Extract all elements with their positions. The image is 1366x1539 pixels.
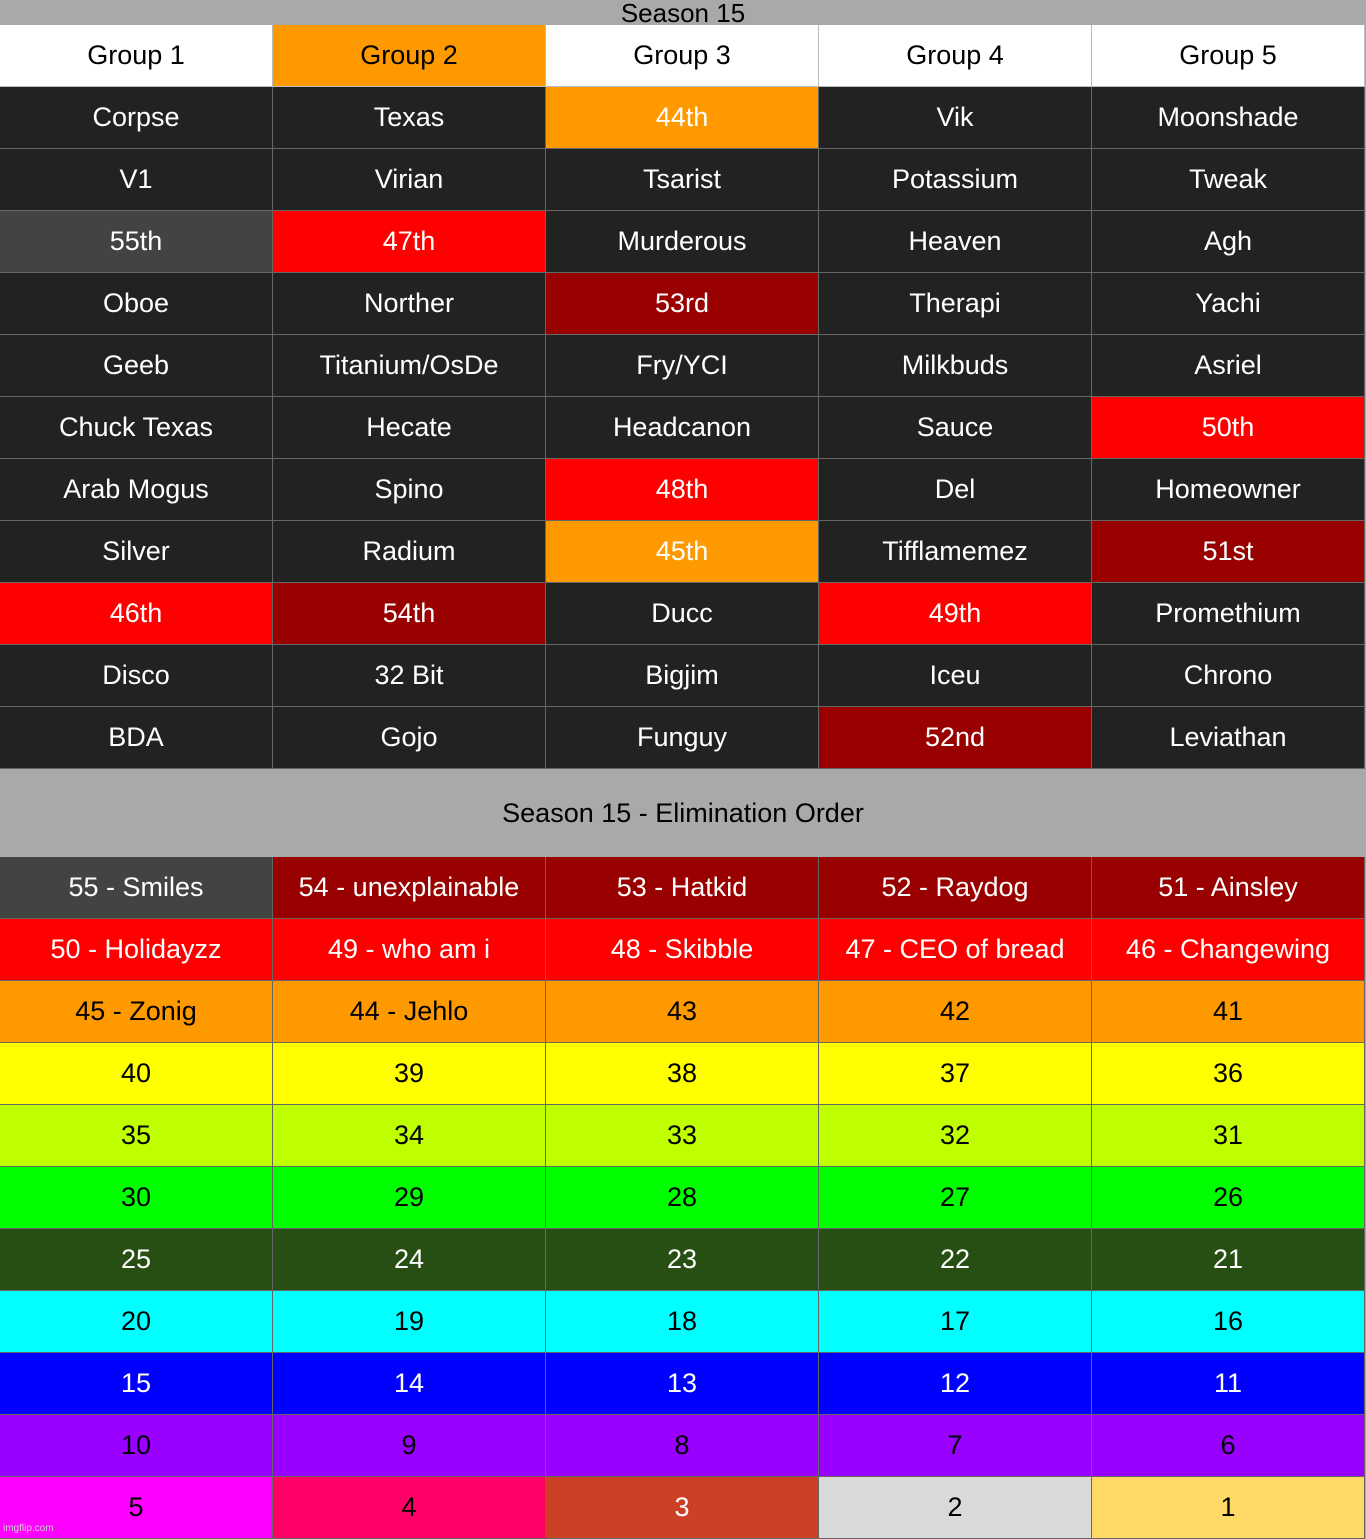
elimination-cell: 4: [273, 1477, 546, 1539]
group-cell: Yachi: [1092, 273, 1365, 335]
elimination-cell: 3: [546, 1477, 819, 1539]
group-cell: 47th: [273, 211, 546, 273]
group-cell: Spino: [273, 459, 546, 521]
group-cell: Tweak: [1092, 149, 1365, 211]
elimination-cell: 21: [1092, 1229, 1365, 1291]
group-cell: Gojo: [273, 707, 546, 769]
group-cell: Potassium: [819, 149, 1092, 211]
elimination-cell: 6: [1092, 1415, 1365, 1477]
elimination-cell: 25: [0, 1229, 273, 1291]
group-cell: Chuck Texas: [0, 397, 273, 459]
group-cell: Vik: [819, 87, 1092, 149]
group-cell: Oboe: [0, 273, 273, 335]
elimination-cell: 11: [1092, 1353, 1365, 1415]
elimination-cell: 36: [1092, 1043, 1365, 1105]
elimination-table: [0, 857, 1366, 1539]
group-cell: Homeowner: [1092, 459, 1365, 521]
elimination-cell: 42: [819, 981, 1092, 1043]
group-cell: Norther: [273, 273, 546, 335]
elimination-cell: 49 - who am i: [273, 919, 546, 981]
elimination-cell: 26: [1092, 1167, 1365, 1229]
group-cell: Disco: [0, 645, 273, 707]
group-cell: 32 Bit: [273, 645, 546, 707]
group-cell: BDA: [0, 707, 273, 769]
group-cell: Therapi: [819, 273, 1092, 335]
group-cell: 46th: [0, 583, 273, 645]
group-cell: Virian: [273, 149, 546, 211]
elimination-cell: 40: [0, 1043, 273, 1105]
elimination-cell: 27: [819, 1167, 1092, 1229]
group-cell: Ducc: [546, 583, 819, 645]
group-cell: Headcanon: [546, 397, 819, 459]
group-cell: Funguy: [546, 707, 819, 769]
group-cell: 49th: [819, 583, 1092, 645]
group-cell: Texas: [273, 87, 546, 149]
elimination-cell: 35: [0, 1105, 273, 1167]
group-cell: Hecate: [273, 397, 546, 459]
group-cell: Leviathan: [1092, 707, 1365, 769]
elimination-cell: 14: [273, 1353, 546, 1415]
elimination-cell: 39: [273, 1043, 546, 1105]
elimination-cell: 47 - CEO of bread: [819, 919, 1092, 981]
elimination-cell: 34: [273, 1105, 546, 1167]
group-header-5: Group 5: [1092, 25, 1365, 87]
group-cell: Corpse: [0, 87, 273, 149]
elimination-cell: 16: [1092, 1291, 1365, 1353]
group-cell: V1: [0, 149, 273, 211]
elimination-cell: 54 - unexplainable: [273, 857, 546, 919]
group-cell: Agh: [1092, 211, 1365, 273]
groups-table: [0, 25, 1366, 769]
group-cell: 54th: [273, 583, 546, 645]
group-cell: Chrono: [1092, 645, 1365, 707]
elimination-cell: 50 - Holidayzz: [0, 919, 273, 981]
group-cell: Silver: [0, 521, 273, 583]
elimination-cell: 20: [0, 1291, 273, 1353]
group-cell: Fry/YCI: [546, 335, 819, 397]
group-cell: 50th: [1092, 397, 1365, 459]
elimination-cell: 45 - Zonig: [0, 981, 273, 1043]
elimination-cell: 23: [546, 1229, 819, 1291]
group-cell: Milkbuds: [819, 335, 1092, 397]
elimination-cell: 46 - Changewing: [1092, 919, 1365, 981]
elimination-cell: 5: [0, 1477, 273, 1539]
group-cell: Heaven: [819, 211, 1092, 273]
group-cell: 51st: [1092, 521, 1365, 583]
season-title: Season 15: [0, 0, 1366, 25]
group-header-1: Group 1: [0, 25, 273, 87]
group-header-4: Group 4: [819, 25, 1092, 87]
elimination-cell: 15: [0, 1353, 273, 1415]
group-cell: Radium: [273, 521, 546, 583]
group-cell: Arab Mogus: [0, 459, 273, 521]
elimination-cell: 2: [819, 1477, 1092, 1539]
elimination-cell: 32: [819, 1105, 1092, 1167]
elimination-cell: 19: [273, 1291, 546, 1353]
group-cell: Bigjim: [546, 645, 819, 707]
elimination-cell: 8: [546, 1415, 819, 1477]
elimination-cell: 17: [819, 1291, 1092, 1353]
group-cell: Titanium/OsDe: [273, 335, 546, 397]
group-cell: 52nd: [819, 707, 1092, 769]
elimination-cell: 37: [819, 1043, 1092, 1105]
elimination-cell: 48 - Skibble: [546, 919, 819, 981]
group-cell: 53rd: [546, 273, 819, 335]
elimination-cell: 9: [273, 1415, 546, 1477]
elimination-cell: 18: [546, 1291, 819, 1353]
elimination-cell: 38: [546, 1043, 819, 1105]
elimination-cell: 10: [0, 1415, 273, 1477]
elimination-cell: 28: [546, 1167, 819, 1229]
elimination-cell: 24: [273, 1229, 546, 1291]
group-cell: Iceu: [819, 645, 1092, 707]
group-cell: Promethium: [1092, 583, 1365, 645]
elimination-cell: 53 - Hatkid: [546, 857, 819, 919]
elimination-cell: 12: [819, 1353, 1092, 1415]
elimination-cell: 31: [1092, 1105, 1365, 1167]
group-cell: Del: [819, 459, 1092, 521]
group-cell: 48th: [546, 459, 819, 521]
group-cell: Tsarist: [546, 149, 819, 211]
group-cell: Geeb: [0, 335, 273, 397]
elimination-cell: 22: [819, 1229, 1092, 1291]
elimination-cell: 44 - Jehlo: [273, 981, 546, 1043]
elimination-cell: 29: [273, 1167, 546, 1229]
elimination-cell: 13: [546, 1353, 819, 1415]
group-header-3: Group 3: [546, 25, 819, 87]
group-cell: Asriel: [1092, 335, 1365, 397]
group-cell: 45th: [546, 521, 819, 583]
elimination-cell: 30: [0, 1167, 273, 1229]
elimination-cell: 7: [819, 1415, 1092, 1477]
watermark: imgflip.com: [3, 1523, 54, 1534]
elimination-cell: 41: [1092, 981, 1365, 1043]
elimination-cell: 51 - Ainsley: [1092, 857, 1365, 919]
group-cell: 55th: [0, 211, 273, 273]
group-cell: Murderous: [546, 211, 819, 273]
group-cell: Moonshade: [1092, 87, 1365, 149]
elimination-cell: 1: [1092, 1477, 1365, 1539]
elimination-cell: 55 - Smiles: [0, 857, 273, 919]
group-cell: Tifflamemez: [819, 521, 1092, 583]
elimination-cell: 43: [546, 981, 819, 1043]
elimination-cell: 33: [546, 1105, 819, 1167]
elimination-title: Season 15 - Elimination Order: [0, 769, 1366, 857]
group-header-2: Group 2: [273, 25, 546, 87]
group-cell: 44th: [546, 87, 819, 149]
elimination-cell: 52 - Raydog: [819, 857, 1092, 919]
group-cell: Sauce: [819, 397, 1092, 459]
